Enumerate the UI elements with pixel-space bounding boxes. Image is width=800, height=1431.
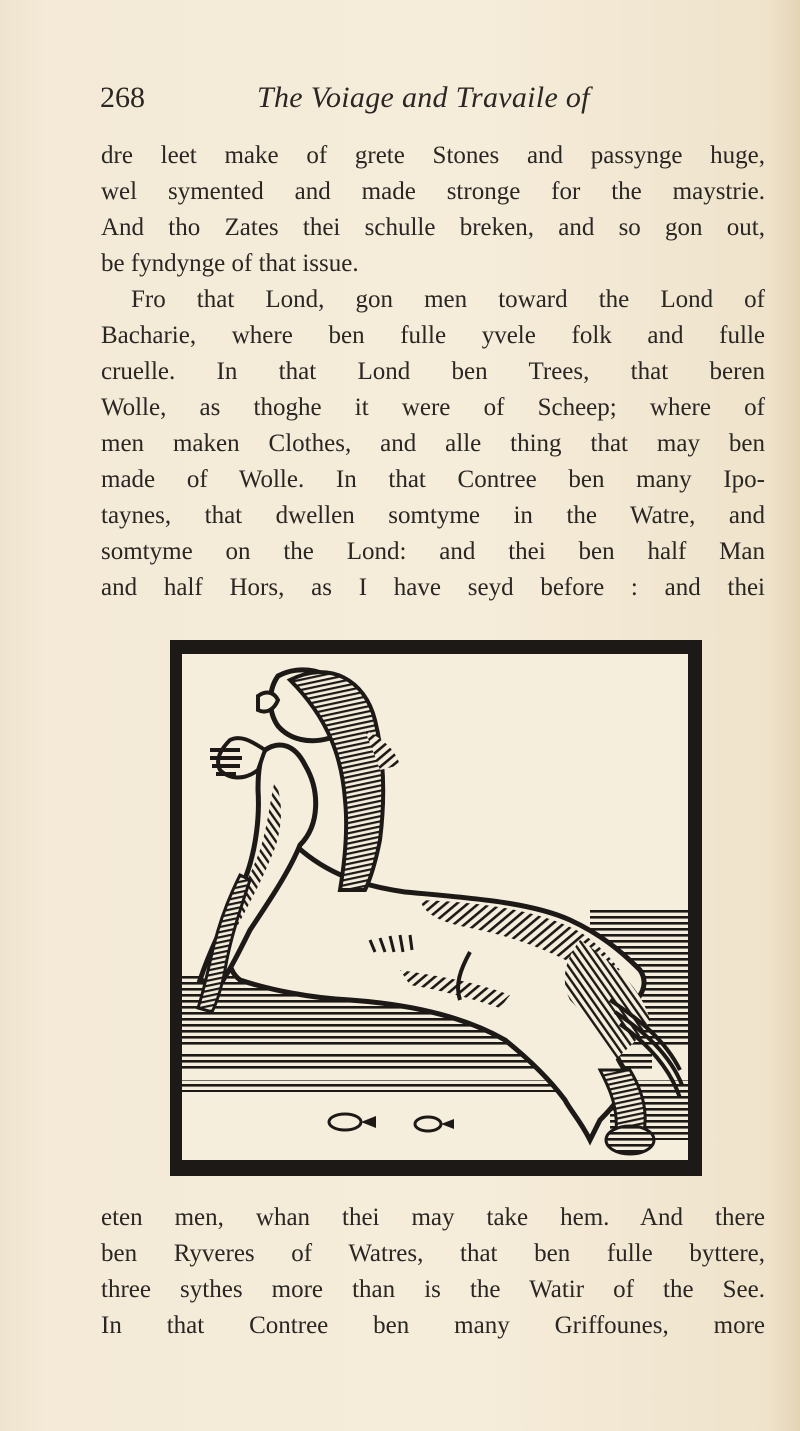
running-head [100, 78, 660, 118]
page-number: 268 [100, 81, 145, 114]
woodcut-ipotayne-icon [170, 640, 702, 1176]
text-line: somtyme on the Lond: and thei ben half Man [101, 538, 765, 565]
text-line: eten men, whan thei may take hem. And there [101, 1204, 765, 1231]
text-line: Wolle, as thoghe it were of Scheep; where of [101, 394, 765, 421]
text-line: In that Contree ben many Griffounes, more [101, 1312, 765, 1339]
text-line: wel symented and made stronge for the maystrie. [101, 178, 765, 205]
woodcut-illustration [170, 640, 702, 1176]
text-line: ben Ryveres of Watres, that ben fulle byttere, [101, 1240, 765, 1267]
text-line: three sythes more than is the Watir of the See. [101, 1276, 765, 1303]
text-line: made of Wolle. In that Contree ben many Ipo- [101, 466, 765, 493]
running-title: The Voiage and Travaile of [257, 81, 590, 114]
text-line: Fro that Lond, gon men toward the Lond of [131, 286, 765, 313]
text-line: cruelle. In that Lond ben Trees, that beren [101, 358, 765, 385]
text-line: men maken Clothes, and alle thing that may ben [101, 430, 765, 457]
body-text-bottom [101, 1200, 765, 1344]
text-line: dre leet make of grete Stones and passynge huge, [101, 142, 765, 169]
body-text-top [101, 138, 765, 606]
text-line: And tho Zates thei schulle breken, and so gon out, [101, 214, 765, 241]
text-line: be fyndynge of that issue. [101, 250, 359, 277]
text-line: Bacharie, where ben fulle yvele folk and fulle [101, 322, 765, 349]
text-line: taynes, that dwellen somtyme in the Watre, and [101, 502, 765, 529]
text-line: and half Hors, as I have seyd before : and thei [101, 574, 765, 601]
